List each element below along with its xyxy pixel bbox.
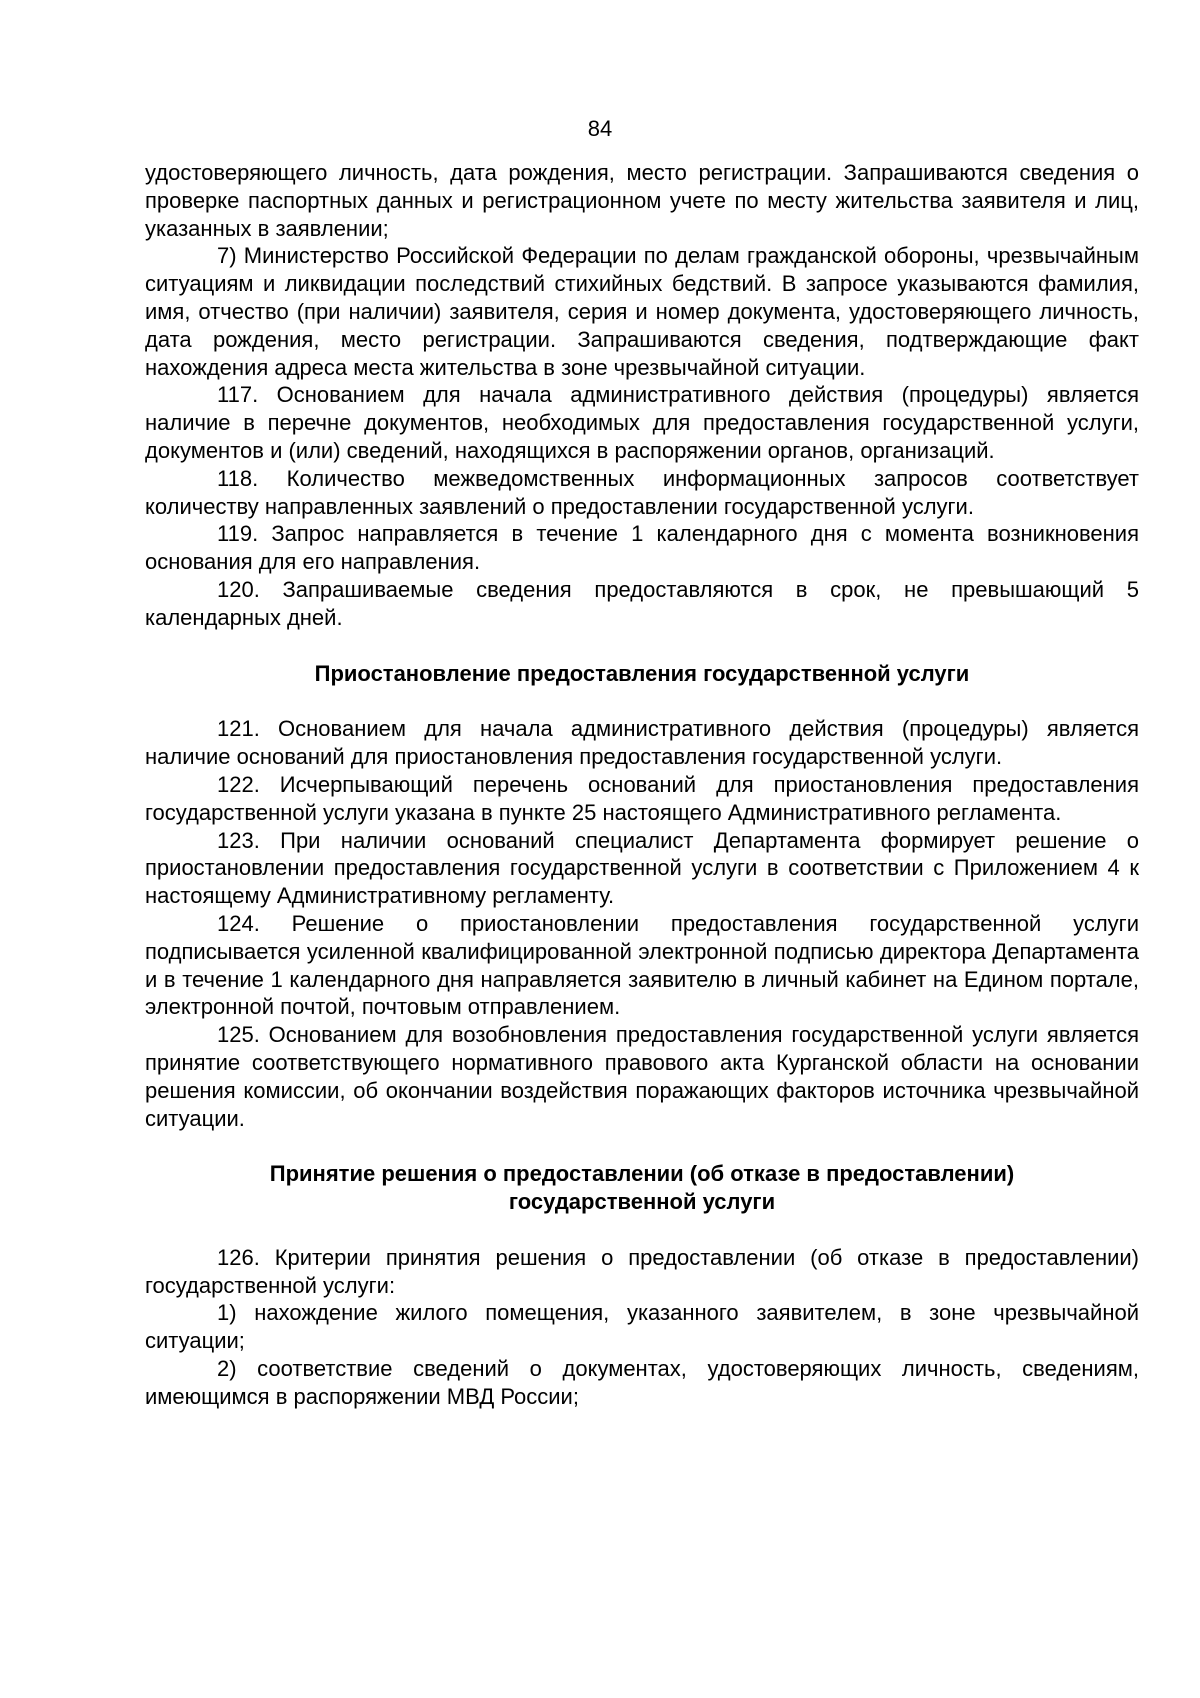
paragraph: удостоверяющего личность, дата рождения, место регистрации. Запрашиваются сведения о проверке паспортных данных и регистрационном учете по месту жительства заявителя и лиц, указанных в заявлении; (145, 160, 1139, 241)
paragraph: 118. Количество межведомственных информационных запросов соответствует количеству направленных заявлений о предоставлении государственной услуги. (145, 465, 1139, 519)
section-heading-suspension: Приостановление предоставления государственной услуги (314, 660, 970, 686)
page-number: 84 (587, 116, 613, 141)
section-heading-decision-line-2: государственной услуги (508, 1189, 776, 1215)
paragraph: 1) нахождение жилого помещения, указанного заявителем, в зоне чрезвычайной ситуации; (145, 1300, 1139, 1354)
section-heading-decision (145, 1160, 1139, 1216)
paragraph: 123. При наличии оснований специалист Департамента формирует решение о приостановлении предоставления государственной услуги в соответствии с Приложением 4 к настоящему Административному регламенту. (145, 827, 1139, 909)
paragraph-block-3 (145, 1244, 1139, 1411)
paragraph: 125. Основанием для возобновления предоставления государственной услуги является принятие соответствующего нормативного правового акта Курганской области на основании решения комиссии, об окончании воздействия поражающих факторов источника чрезвычайной ситуации. (145, 1022, 1139, 1131)
paragraph: 121. Основанием для начала административного действия (процедуры) является наличие оснований для приостановления предоставления государственной услуги. (145, 716, 1139, 770)
paragraph-block-1 (145, 159, 1139, 632)
paragraph: 117. Основанием для начала административного действия (процедуры) является наличие в перечне документов, необходимых для предоставления государственной услуги, документов и (или) сведений, находящихся в распоряжении органов, организаций. (145, 382, 1139, 463)
paragraph: 120. Запрашиваемые сведения предоставляются в срок, не превышающий 5 календарных дней. (145, 576, 1139, 630)
paragraph: 126. Критерии принятия решения о предоставлении (об отказе в предоставлении) государственной услуги: (145, 1244, 1139, 1298)
paragraph: 124. Решение о приостановлении предоставления государственной услуги подписывается усиленной квалифицированной электронной подписью директора Департамента и в течение 1 календарного дня направляется заявителю в личный кабинет на Едином портале, электронной почтой, почтовым отправлением. (145, 910, 1139, 1020)
paragraph: 2) соответствие сведений о документах, удостоверяющих личность, сведениям, имеющимся в распоряжении МВД России; (145, 1356, 1139, 1409)
paragraph: 119. Запрос направляется в течение 1 календарного дня с момента возникновения основания для его направления. (145, 521, 1139, 575)
document-body (145, 159, 1139, 1411)
paragraph-block-2 (145, 715, 1139, 1132)
section-heading-decision-line-1: Принятие решения о предоставлении (об отказе в предоставлении) (269, 1161, 1015, 1187)
paragraph: 7) Министерство Российской Федерации по делам гражданской обороны, чрезвычайным ситуациям и ликвидации последствий стихийных бедствий. В запросе указываются фамилия, имя, отчество (при наличии) заявителя, серия и номер документа, удостоверяющего личность, дата рождения, место регистрации. Запрашиваются сведения, подтверждающие факт нахождения адреса места жительства в зоне чрезвычайной ситуации. (145, 243, 1139, 380)
paragraph: 122. Исчерпывающий перечень оснований для приостановления предоставления государственной услуги указана в пункте 25 настоящего Административного регламента. (145, 771, 1139, 825)
